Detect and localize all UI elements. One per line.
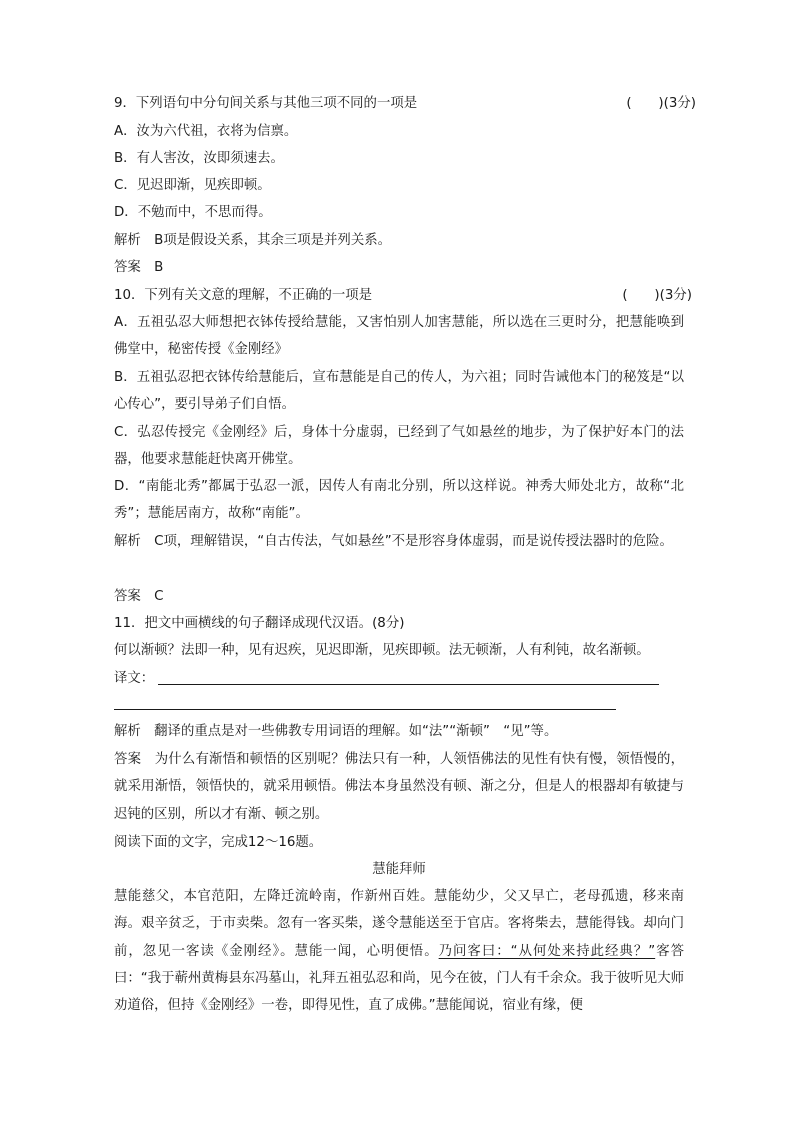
translation-blank-line-1[interactable] xyxy=(158,684,659,685)
q11-stem: 11．把文中画横线的句子翻译成现代汉语。(8分) xyxy=(114,616,405,631)
q9-stem: 9．下列语句中分句间关系与其他三项不同的一项是 xyxy=(114,96,418,111)
q10-score: ( )(3分) xyxy=(622,288,692,303)
q11-answer: 答案 为什么有渐悟和顿悟的区别呢？佛法只有一种，人领悟佛法的见性有快有慢，领悟慢的，就采用渐悟，领悟快的，就采用顿悟。佛法本身虽然没有顿、渐之分，但是人的根器却有敏捷与迟钝的区别，所以才有渐、顿之别。 xyxy=(114,752,684,822)
q10-analysis: 解析 C项，理解错误，“自古传法，气如悬丝”不是形容身体虚弱，而是说传授法器时的危险。 xyxy=(114,534,673,549)
q10-option-d: D．“南能北秀”都属于弘忍一派，因传人有南北分别，所以这样说。神秀大师处北方，故称“北秀”；慧能居南方，故称“南能”。 xyxy=(114,479,684,522)
passage-text-part-2: 客答曰：“我于蕲州黄梅县东冯墓山，礼拜五祖弘忍和尚，见今在彼，门人有千余众。我于彼听见大师劝道俗，但持《金刚经》一卷，即得见性，直了成佛。”慧能闻说，宿业有缘，便 xyxy=(114,943,684,1014)
q10-option-a: A．五祖弘忍大师想把衣钵传授给慧能，又害怕别人加害慧能，所以选在三更时分，把慧能唤到佛堂中，秘密传授《金刚经》 xyxy=(114,315,684,358)
q10-stem: 10．下列有关文意的理解，不正确的一项是 xyxy=(114,288,373,303)
passage-text-part-1: 慧能慈父，本官范阳，左降迁流岭南，作新州百姓。慧能幼少，父又早亡，老母孤遗，移来南海。艰辛贫乏，于市卖柴。忽有一客买柴，遂令慧能送至于官店。客将柴去，慧能得钱。却向门前，忽见一客读《金刚经》。慧能一闻，心明便悟。 xyxy=(114,889,684,959)
passage-title: 慧能拜师 xyxy=(372,862,426,877)
q9-option-c: C．见迟即渐，见疾即顿。 xyxy=(114,178,271,193)
q9-analysis: 解析 B项是假设关系，其余三项是并列关系。 xyxy=(114,233,391,248)
q9-option-b: B．有人害汝，汝即须速去。 xyxy=(114,151,284,166)
q10-answer: 答案 C xyxy=(114,589,164,604)
q11-sentence: 何以渐顿？法即一种，见有迟疾，见迟即渐，见疾即顿。法无顿渐，人有利钝，故名渐顿。 xyxy=(114,643,650,658)
q10-option-b: B．五祖弘忍把衣钵传给慧能后，宣布慧能是自己的传人，为六祖；同时告诫他本门的秘笈是“以心传心”，要引导弟子们自悟。 xyxy=(114,370,684,413)
q9-option-a: A．汝为六代祖，衣将为信禀。 xyxy=(114,124,298,139)
q11-translation-label: 译文： xyxy=(114,671,155,686)
translation-blank-line-2[interactable] xyxy=(114,709,616,710)
q9-score: ( )(3分) xyxy=(626,96,696,111)
q10-option-c: C．弘忍传授完《金刚经》后，身体十分虚弱，已经到了气如悬丝的地步，为了保护好本门的法器，他要求慧能赶快离开佛堂。 xyxy=(114,425,684,468)
q9-option-d: D．不勉而中，不思而得。 xyxy=(114,205,272,220)
q9-answer: 答案 B xyxy=(114,260,164,275)
reading-intro: 阅读下面的文字，完成12～16题。 xyxy=(114,835,323,850)
passage-body xyxy=(114,883,684,1019)
q11-analysis: 解析 翻译的重点是对一些佛教专用词语的理解。如“法”“渐顿” “见”等。 xyxy=(114,724,558,739)
passage-underlined-sentence: 乃问客曰：“从何处来持此经典？” xyxy=(438,943,656,959)
